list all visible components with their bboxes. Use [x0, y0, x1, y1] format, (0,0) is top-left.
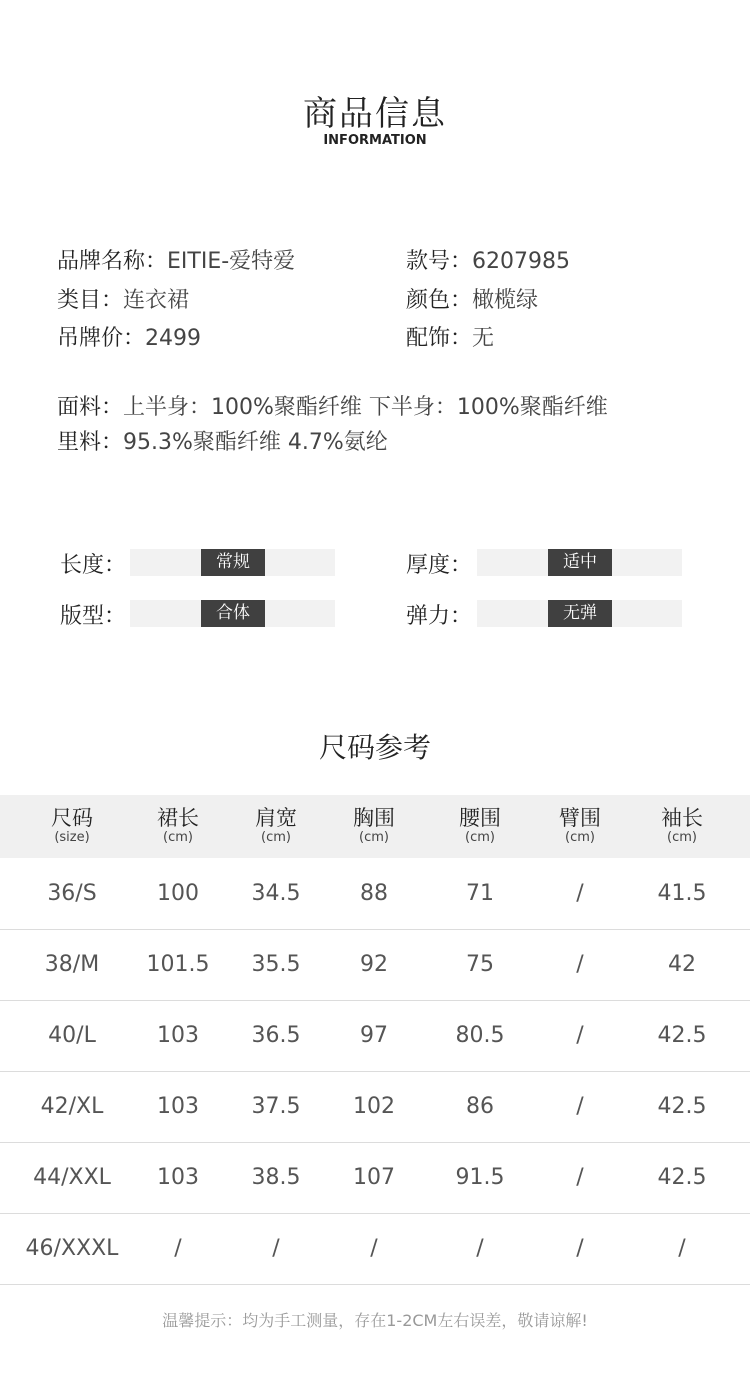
table-row: [0, 859, 750, 930]
size-table-header: [0, 795, 750, 858]
table-cell: /: [576, 1023, 584, 1048]
measurement-note: 温馨提示：均为手工测量，存在1-2CM左右误差，敬请谅解!: [162, 1311, 588, 1330]
table-cell: /: [576, 952, 584, 977]
table-cell: 102: [353, 1094, 395, 1119]
color-value: 橄榄绿: [472, 288, 539, 313]
table-row: [0, 1143, 750, 1214]
color-key: 颜色：: [406, 288, 473, 313]
price-key: 吊牌价：: [57, 326, 146, 351]
fabric-key: 面料：: [57, 395, 124, 420]
table-cell: /: [272, 1236, 280, 1261]
table-cell: /: [576, 1236, 584, 1261]
table-cell: 103: [157, 1165, 199, 1190]
table-cell: /: [576, 881, 584, 906]
table-cell: 37.5: [251, 1094, 301, 1119]
table-row: [0, 930, 750, 1001]
table-cell: 42.5: [657, 1094, 707, 1119]
page-subtitle: INFORMATION: [323, 133, 427, 148]
table-cell: /: [576, 1165, 584, 1190]
table-cell: /: [370, 1236, 378, 1261]
brand-key: 品牌名称：: [57, 249, 168, 274]
table-cell: 88: [360, 881, 388, 906]
table-row: [0, 1072, 750, 1143]
table-cell: 101.5: [146, 952, 210, 977]
style-number-info: [406, 244, 570, 275]
header-dress-length: 裙长 (cm): [157, 806, 199, 845]
table-cell: 80.5: [455, 1023, 505, 1048]
style-number-value: 6207985: [472, 249, 570, 274]
table-row: [0, 1001, 750, 1072]
table-cell: 91.5: [455, 1165, 505, 1190]
table-cell: /: [576, 1094, 584, 1119]
brand-value: EITIE-爱特爱: [167, 249, 296, 274]
header-size: 尺码 (size): [51, 806, 93, 845]
table-cell: 40/L: [48, 1023, 96, 1048]
category-value: 连衣裙: [123, 288, 190, 313]
table-cell: 103: [157, 1094, 199, 1119]
header-bust: 胸围 (cm): [353, 806, 395, 845]
lining-value: 95.3%聚酯纤维 4.7%氨纶: [123, 430, 388, 455]
fit-label: 版型：: [60, 604, 127, 629]
table-row: [0, 1214, 750, 1285]
thickness-label: 厚度：: [406, 553, 473, 578]
table-cell: 36.5: [251, 1023, 301, 1048]
table-cell: 34.5: [251, 881, 301, 906]
price-value: 2499: [145, 326, 202, 351]
table-cell: 75: [466, 952, 494, 977]
table-cell: 71: [466, 881, 494, 906]
table-cell: 35.5: [251, 952, 301, 977]
table-cell: 103: [157, 1023, 199, 1048]
size-table-title: 尺码参考: [318, 731, 431, 764]
table-cell: 97: [360, 1023, 388, 1048]
elasticity-label: 弹力：: [406, 604, 473, 629]
price-info: [57, 321, 201, 352]
table-cell: 46/XXXL: [25, 1236, 119, 1261]
table-cell: 42/XL: [40, 1094, 104, 1119]
table-cell: 86: [466, 1094, 494, 1119]
table-cell: 38.5: [251, 1165, 301, 1190]
page-title: 商品信息: [303, 94, 447, 134]
table-cell: /: [476, 1236, 484, 1261]
elasticity-tag: 无弹: [548, 600, 612, 627]
header-waist: 腰围 (cm): [459, 806, 501, 845]
lining-info: [57, 425, 388, 456]
table-cell: /: [174, 1236, 182, 1261]
accessory-info: [406, 321, 494, 352]
table-cell: 107: [353, 1165, 395, 1190]
fit-tag: 合体: [201, 600, 265, 627]
table-cell: 42.5: [657, 1165, 707, 1190]
lining-key: 里料：: [57, 430, 124, 455]
table-cell: 44/XXL: [33, 1165, 111, 1190]
color-info: [406, 283, 538, 314]
fabric-info: [57, 390, 608, 421]
table-cell: 36/S: [47, 881, 97, 906]
category-key: 类目：: [57, 288, 124, 313]
category-info: [57, 283, 189, 314]
table-cell: 42.5: [657, 1023, 707, 1048]
length-tag: 常规: [201, 549, 265, 576]
table-cell: 92: [360, 952, 388, 977]
header-shoulder-width: 肩宽 (cm): [255, 806, 297, 845]
length-label: 长度：: [60, 553, 127, 578]
table-cell: /: [678, 1236, 686, 1261]
table-cell: 100: [157, 881, 199, 906]
thickness-tag: 适中: [548, 549, 612, 576]
accessory-value: 无: [472, 326, 495, 351]
fabric-value: 上半身：100%聚酯纤维 下半身：100%聚酯纤维: [123, 395, 608, 420]
table-cell: 41.5: [657, 881, 707, 906]
header-sleeve-length: 袖长 (cm): [661, 806, 703, 845]
table-cell: 38/M: [44, 952, 100, 977]
style-number-key: 款号：: [406, 249, 473, 274]
accessory-key: 配饰：: [406, 326, 473, 351]
header-arm: 臂围 (cm): [559, 806, 601, 845]
brand-info: [57, 244, 295, 275]
table-cell: 42: [668, 952, 696, 977]
